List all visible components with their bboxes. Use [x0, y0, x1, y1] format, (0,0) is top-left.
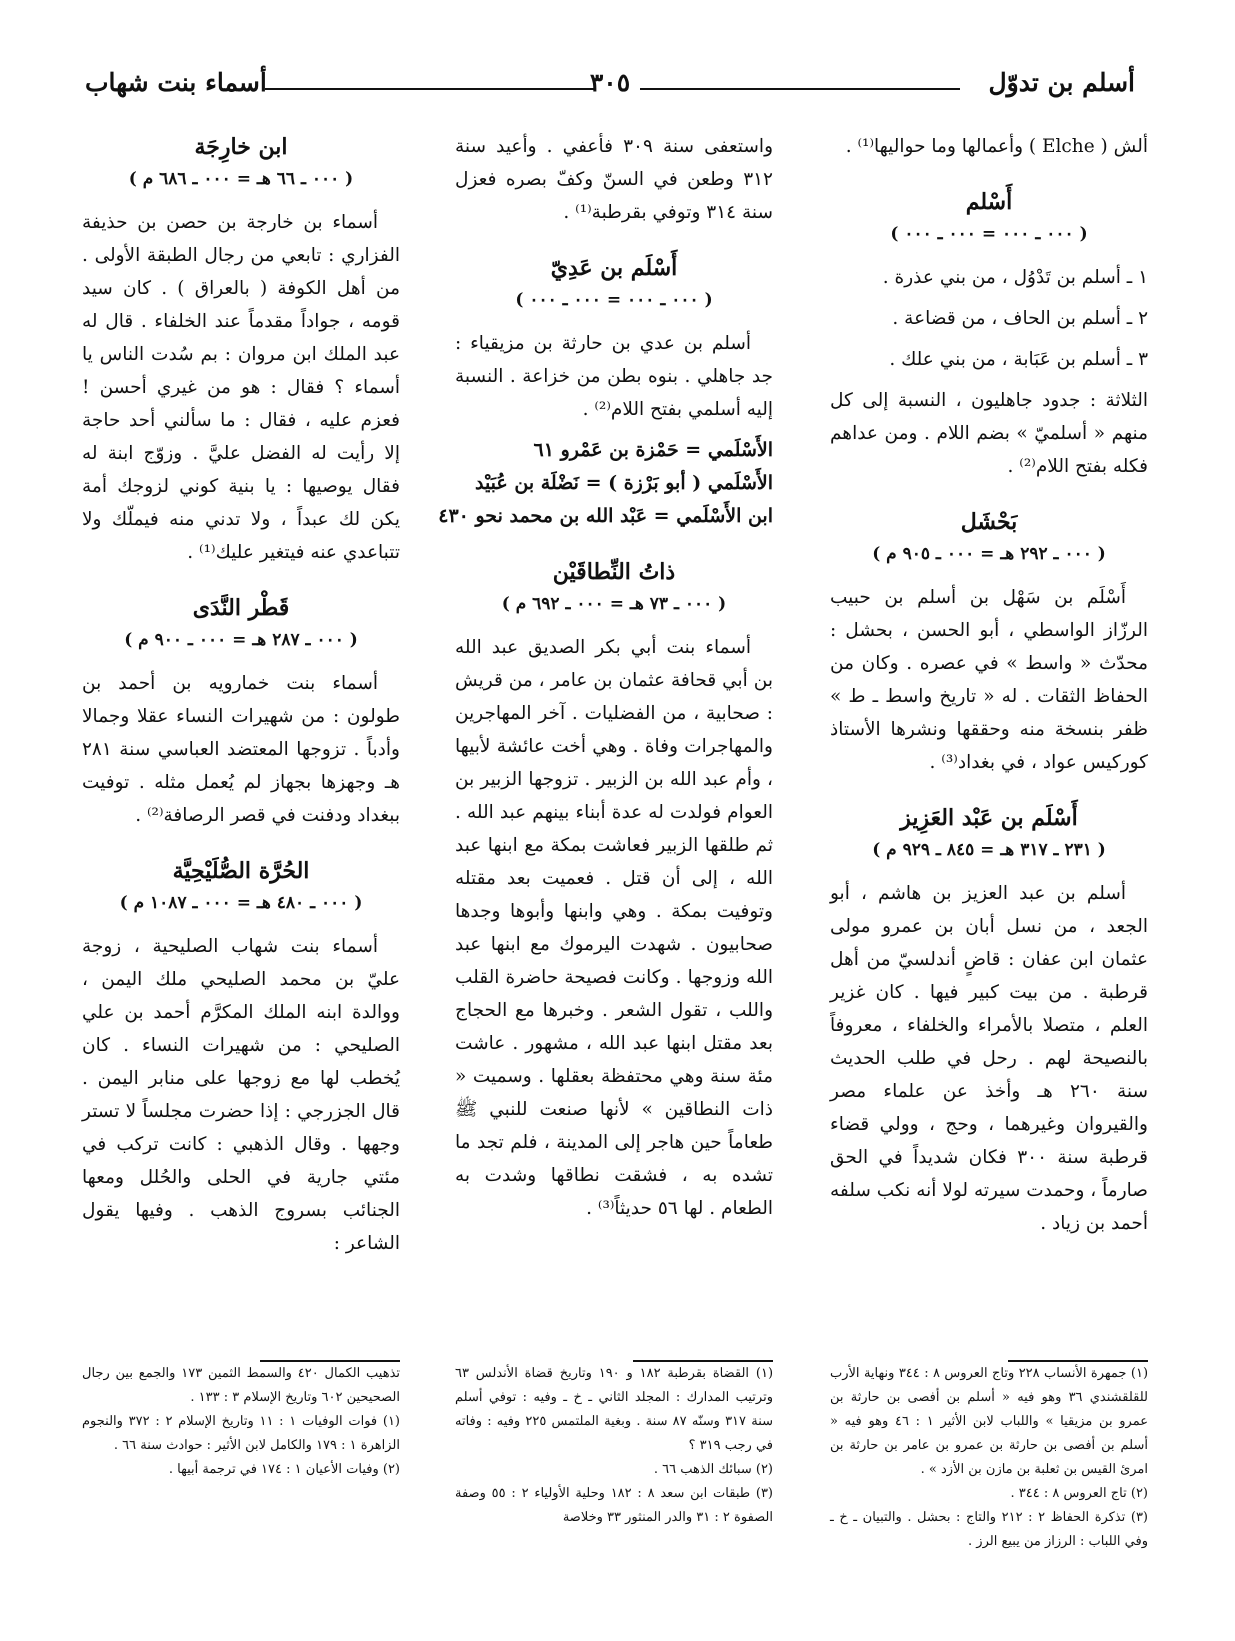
- footnote: (١) فوات الوفيات ١ : ١١ وتاريخ الإسلام ٢ : ٣٧٢ والنجوم الزاهرة ١ : ١٧٩ والكامل لابن الأثير : حوادث سنة ٦٦ .: [82, 1414, 400, 1453]
- entry-line: ٢ ـ أسلم بن الحاف ، من قضاعة .: [892, 308, 1148, 329]
- entry-text: أسماء بن خارجة بن حصن بن حذيفة الفزاري : تابعي من رجال الطبقة الأولى . من أهل الكوفة ( بالعراق ) . كان سيد قومه ، جواداً مقدماً عند الخلفاء . قال له عبد الملك ابن مروان : بم سُدت الناس يا أسماء ؟ فقال : هو من غيري أحسن ! فعزم عليه ، فقال : ما سألني أحد حاجة إلا رأيت له الفضل عليَّ . وزوّج ابنة له فقال يوصيها : يا بنية كوني لزوجك أمة يكن لك عبداً ، ولا تدني منه فيملّك ولا تتباعدي عنه فيتغير عليك⁽¹⁾ .: [82, 212, 400, 563]
- entry-dates: ( ٠٠٠ ـ ٤٨٠ هـ = ٠٠٠ ـ ١٠٨٧ م ): [119, 893, 363, 913]
- entry-text: أسماء بنت شهاب الصليحية ، زوجة عليّ بن محمد الصليحي ملك اليمن ، ووالدة ابنه الملك المكرَّم أحمد بن علي الصليحي : من شهيرات النساء . كان يُخطب لها مع زوجها على منابر اليمن . قال الجزرجي : إذا حضرت مجلساً لا تستر وجهها . وقال الذهبي : كانت تركب في مئتي جارية في الحلى والحُلل ومعها الجنائب بسروج الذهب . وفيها يقول الشاعر :: [82, 936, 400, 1254]
- cross-references: [438, 434, 773, 533]
- entry-title: قَطْر النَّدَى: [192, 595, 290, 621]
- footnotes-right: [830, 1360, 1148, 1554]
- entry-text: أَسْلَم بن سَهْل بن أسلم بن حبيب الرزّاز الواسطي ، أبو الحسن ، بحشل : محدّث « واسط » في عصره . وكان من الحفاظ الثقات . له « تاريخ واسط ـ ط » ظفر بنسخة منه وحققها ونشرها الأستاذ كوركيس عواد ، في بغداد⁽³⁾ .: [830, 587, 1148, 773]
- footnote: (٢) وفيات الأعيان ١ : ١٧٤ في ترجمة أبيها .: [168, 1462, 400, 1477]
- running-head: [85, 68, 1135, 110]
- entry-text: أسلم بن عدي بن حارثة بن مزيقياء : جد جاهلي . بنوه بطن من خزاعة . النسبة إليه أسلمي بفتح اللام⁽²⁾ .: [455, 333, 773, 420]
- entry-dates: ( ٠٠٠ ـ ٦٦ هـ = ٠٠٠ ـ ٦٨٦ م ): [128, 169, 354, 189]
- footnote: (٢) سبائك الذهب ٦٦ .: [653, 1462, 773, 1477]
- footnotes-middle: [455, 1360, 773, 1530]
- column-right-body: [830, 130, 1148, 1335]
- continued-text: ألش ( Elche ) وأعمالها وما حواليها⁽¹⁾ .: [845, 136, 1148, 157]
- entry-title: ذاتُ النِّطاقَيْن: [552, 559, 676, 585]
- entry-dates: ( ٠٠٠ ـ ٢٩٢ هـ = ٠٠٠ ـ ٩٠٥ م ): [872, 544, 1106, 564]
- cross-reference: الأَسْلَمي ( أبو بَرْزة ) = نَضْلَة بن عُبَيْد: [474, 472, 773, 494]
- footnote: (١) القضاة بقرطبة ١٨٢ و ١٩٠ وتاريخ قضاة الأندلس ٦٣ وترتيب المدارك : المجلد الثاني ـ خ ـ وفيه : توفي أسلم سنة ٣١٧ وسنّه ٨٧ سنة . وبغية الملتمس ٢٢٥ وفيه : وفاته في رجب ٣١٩ ؟: [455, 1366, 774, 1453]
- entry-text: أسماء بنت أبي بكر الصديق عبد الله بن أبي قحافة عثمان بن عامر ، من قريش : صحابية ، من الفضليات . آخر المهاجرين والمهاجرات وفاة . وهي أخت عائشة لأبيها ، وأم عبد الله بن الزبير . تزوجها الزبير بن العوام فولدت له عدة أبناء بينهم عبد الله . ثم طلقها الزبير فعاشت بمكة مع ابنها عبد الله ، إلى أن قتل . فعميت بعد مقتله وتوفيت بمكة . وهي وابنها وأبوها وجدها صحابيون . شهدت اليرموك مع ابنها عبد الله وزوجها . وكانت فصيحة حاضرة القلب واللب ، تقول الشعر . وخبرها مع الحجاج بعد مقتل ابنها عبد الله ، مشهور . عاشت مئة سنة وهي محتفظة بعقلها . وسميت « ذات النطاقين » لأنها صنعت للنبي ﷺ طعاماً حين هاجر إلى المدينة ، فلم تجد ما تشده به ، فشقت نطاقها وشدت به الطعام . لها ٥٦ حديثاً⁽³⁾ .: [455, 637, 773, 1219]
- footnote: (١) جمهرة الأنساب ٢٢٨ وتاج العروس ٨ : ٣٤٤ ونهاية الأرب للقلقشندي ٣٦ وهو فيه « أسلم بن أفصى بن حارثة بن عمرو بن مزيقيا » واللباب لابن الأثير ١ : ٤٦ وهو فيه « أسلم بن أفصى بن حارثة بن عمرو بن عامر بن حارثة بن امرئ القيس بن ثعلبة بن مازن بن الأزد » .: [830, 1366, 1149, 1477]
- footnote: (٣) طبقات ابن سعد ٨ : ١٨٢ وحلية الأولياء ٢ : ٥٥ وصفة الصفوة ٢ : ٣١ والدر المنثور ٣٣ وخلاصة: [455, 1486, 773, 1525]
- footnotes-left: [82, 1360, 400, 1482]
- entry-line: ١ ـ أسلم بن تَدْوُل ، من بني عذرة .: [882, 267, 1148, 288]
- footnote: (٣) تذكرة الحفاظ ٢ : ٢١٢ والتاج : بحشل . والتبيان ـ خ ـ وفي اللباب : الرزاز من يبيع الرز .: [830, 1510, 1148, 1549]
- page-number: ٣٠٥: [589, 68, 631, 97]
- header-rule-left: [265, 88, 595, 90]
- entry-dates: ( ٠٠٠ ـ ٧٣ هـ = ٠٠٠ ـ ٦٩٢ م ): [501, 594, 727, 614]
- column-middle-body: [438, 130, 773, 1335]
- entry-title: أَسْلم: [965, 189, 1013, 215]
- entry-text: أسماء بنت خمارويه بن أحمد بن طولون : من شهيرات النساء عقلا وجمالا وأدباً . تزوجها المعتضد العباسي سنة ٢٨١ هـ وجهزها بجهاز لم يُعمل مثله . توفيت ببغداد ودفنت في قصر الرصافة⁽²⁾ .: [82, 673, 400, 826]
- running-title-left: أسماء بنت شهاب: [85, 68, 267, 97]
- footnote: تذهيب الكمال ٤٢٠ والسمط الثمين ١٧٣ والجمع بين رجال الصحيحين ٦٠٢ وتاريخ الإسلام ٣ : ١٣٣ .: [82, 1366, 401, 1405]
- entry-dates: ( ٠٠٠ ـ ٠٠٠ = ٠٠٠ ـ ٠٠٠ ): [515, 290, 713, 310]
- entry-title: أَسْلَم بن عَبْد العَزِيز: [900, 805, 1078, 831]
- entry-title: أَسْلَم بن عَدِيّ: [550, 255, 678, 281]
- entry-text: أسلم بن عبد العزيز بن هاشم ، أبو الجعد ، من نسل أبان بن عمرو مولى عثمان ابن عفان : قاضٍ أندلسيّ من أهل قرطبة . من بيت كبير فيها . كان غزير العلم ، متصلا بالأمراء والخلفاء ، معروفاً بالنصيحة لهم . رحل في طلب الحديث سنة ٢٦٠ هـ وأخذ عن علماء مصر والقيروان وغيرهما ، وحج ، وولي قضاء قرطبة سنة ٣٠٠ فكان شديداً في الحق صارماً ، وحمدت سيرته لولا أنه نكب سلفه أحمد بن زياد .: [830, 883, 1148, 1234]
- entry-title: الحُرَّة الصُّلَيْحِيَّة: [172, 858, 310, 884]
- cross-reference: ابن الأَسْلَمي = عَبْد الله بن محمد نحو ٤٣٠: [438, 505, 773, 527]
- column-left: [82, 130, 400, 1335]
- continued-text: واستعفى سنة ٣٠٩ فأعفي . وأعيد سنة ٣١٢ وطعن في السنّ وكفّ بصره فعزل سنة ٣١٤ وتوفي بقرطبة⁽¹⁾ .: [455, 136, 773, 223]
- cross-reference: الأَسْلَمي = حَمْزة بن عَمْرو ٦١: [533, 439, 773, 461]
- column-middle: [438, 130, 773, 1335]
- footnote: (٢) تاج العروس ٨ : ٣٤٤ .: [1010, 1486, 1148, 1501]
- entry-dates: ( ٢٣١ ـ ٣١٧ هـ = ٨٤٥ ـ ٩٢٩ م ): [872, 840, 1106, 860]
- entry-title: ابن خارِجَة: [194, 134, 288, 160]
- entry-line: ٣ ـ أسلم بن عَبَابة ، من بني علك .: [889, 349, 1148, 370]
- column-right: [830, 130, 1148, 1335]
- entry-title: بَحْشَل: [960, 509, 1018, 535]
- entry-dates: ( ٠٠٠ ـ ٢٨٧ هـ = ٠٠٠ ـ ٩٠٠ م ): [124, 630, 358, 650]
- entry-dates: ( ٠٠٠ ـ ٠٠٠ = ٠٠٠ ـ ٠٠٠ ): [890, 224, 1088, 244]
- column-left-body: [82, 130, 400, 1335]
- running-title-right: أسلم بن تدوّل: [988, 68, 1135, 97]
- entry-text: الثلاثة : جدود جاهليون ، النسبة إلى كل منهم « أسلميّ » بضم اللام . ومن عداهم فكله بفتح اللام⁽²⁾ .: [830, 390, 1148, 477]
